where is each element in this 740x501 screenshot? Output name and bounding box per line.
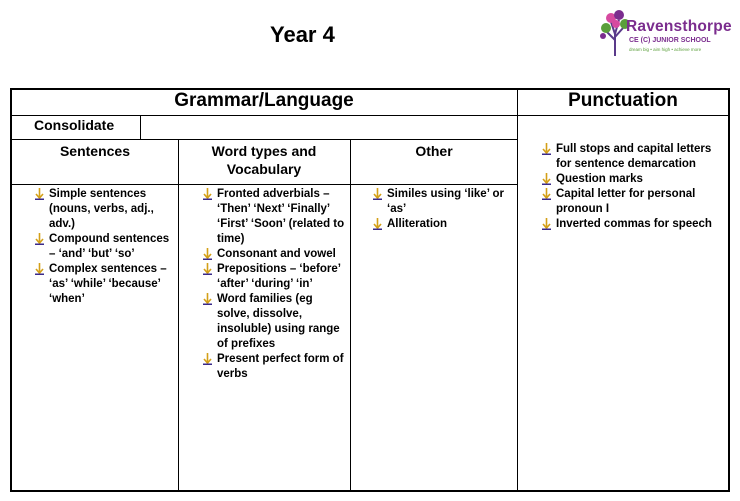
arrow-down-bullet-icon (541, 188, 552, 200)
sentences-heading: Sentences (59, 143, 131, 159)
other-heading: Other (415, 143, 453, 159)
word-types-list (201, 187, 347, 382)
col-divider-punctuation (517, 88, 518, 492)
list-item: Similes using ‘like’ or ‘as’ (371, 187, 513, 217)
list-item: Word families (eg solve, dissolve, insoluble) using range of prefixes (201, 292, 347, 352)
punctuation-heading: Punctuation (568, 90, 678, 111)
arrow-down-bullet-icon (34, 263, 45, 275)
row-divider-heading (10, 115, 730, 116)
arrow-down-bullet-icon (202, 263, 213, 275)
sentences-list (33, 187, 175, 307)
list-item: Fronted adverbials – ‘Then’ ‘Next’ ‘Finally’ ‘First’ ‘Soon’ (related to time) (201, 187, 347, 247)
arrow-down-bullet-icon (541, 143, 552, 155)
other-list (371, 187, 513, 232)
consolidate-label: Consolidate (34, 117, 115, 133)
list-item: Inverted commas for speech (540, 217, 726, 232)
list-item: Question marks (540, 172, 726, 187)
logo-subtitle: CE (C) JUNIOR SCHOOL (629, 37, 711, 44)
arrow-down-bullet-icon (372, 188, 383, 200)
col-divider-sentences (178, 140, 179, 492)
list-item: Prepositions – ‘before’ ‘after’ ‘during’ ‘in’ (201, 262, 347, 292)
page-title: Year 4 (270, 22, 335, 47)
list-item: Full stops and capital letters for sentence demarcation (540, 142, 726, 172)
arrow-down-bullet-icon (541, 173, 552, 185)
school-logo (598, 6, 738, 66)
arrow-down-bullet-icon (34, 188, 45, 200)
list-item: Alliteration (371, 217, 513, 232)
logo-school-name: Ravensthorpe (626, 18, 732, 35)
list-item: Compound sentences – ‘and’ ‘but’ ‘so’ (33, 232, 175, 262)
col-divider-consolidate (140, 116, 141, 140)
arrow-down-bullet-icon (372, 218, 383, 230)
list-item: Capital letter for personal pronoun I (540, 187, 726, 217)
arrow-down-bullet-icon (202, 248, 213, 260)
list-item: Complex sentences – ‘as’ ‘while’ ‘because’ ‘when’ (33, 262, 175, 307)
col-divider-other (350, 140, 351, 492)
row-divider-subheads (10, 184, 518, 185)
word-types-heading: Word types and Vocabulary (211, 143, 317, 177)
table-border-bottom (10, 490, 730, 492)
arrow-down-bullet-icon (202, 188, 213, 200)
list-item: Present perfect form of verbs (201, 352, 347, 382)
punctuation-list (540, 142, 726, 232)
arrow-down-bullet-icon (541, 218, 552, 230)
arrow-down-bullet-icon (34, 233, 45, 245)
list-item: Simple sentences (nouns, verbs, adj., adv.) (33, 187, 175, 232)
grammar-language-heading: Grammar/Language (174, 90, 354, 111)
arrow-down-bullet-icon (202, 293, 213, 305)
row-divider-consolidate (10, 139, 518, 140)
list-item: Consonant and vowel (201, 247, 347, 262)
logo-tagline: dream big • aim high • achieve more (629, 47, 702, 52)
arrow-down-bullet-icon (202, 353, 213, 365)
table-border-right (728, 88, 730, 492)
